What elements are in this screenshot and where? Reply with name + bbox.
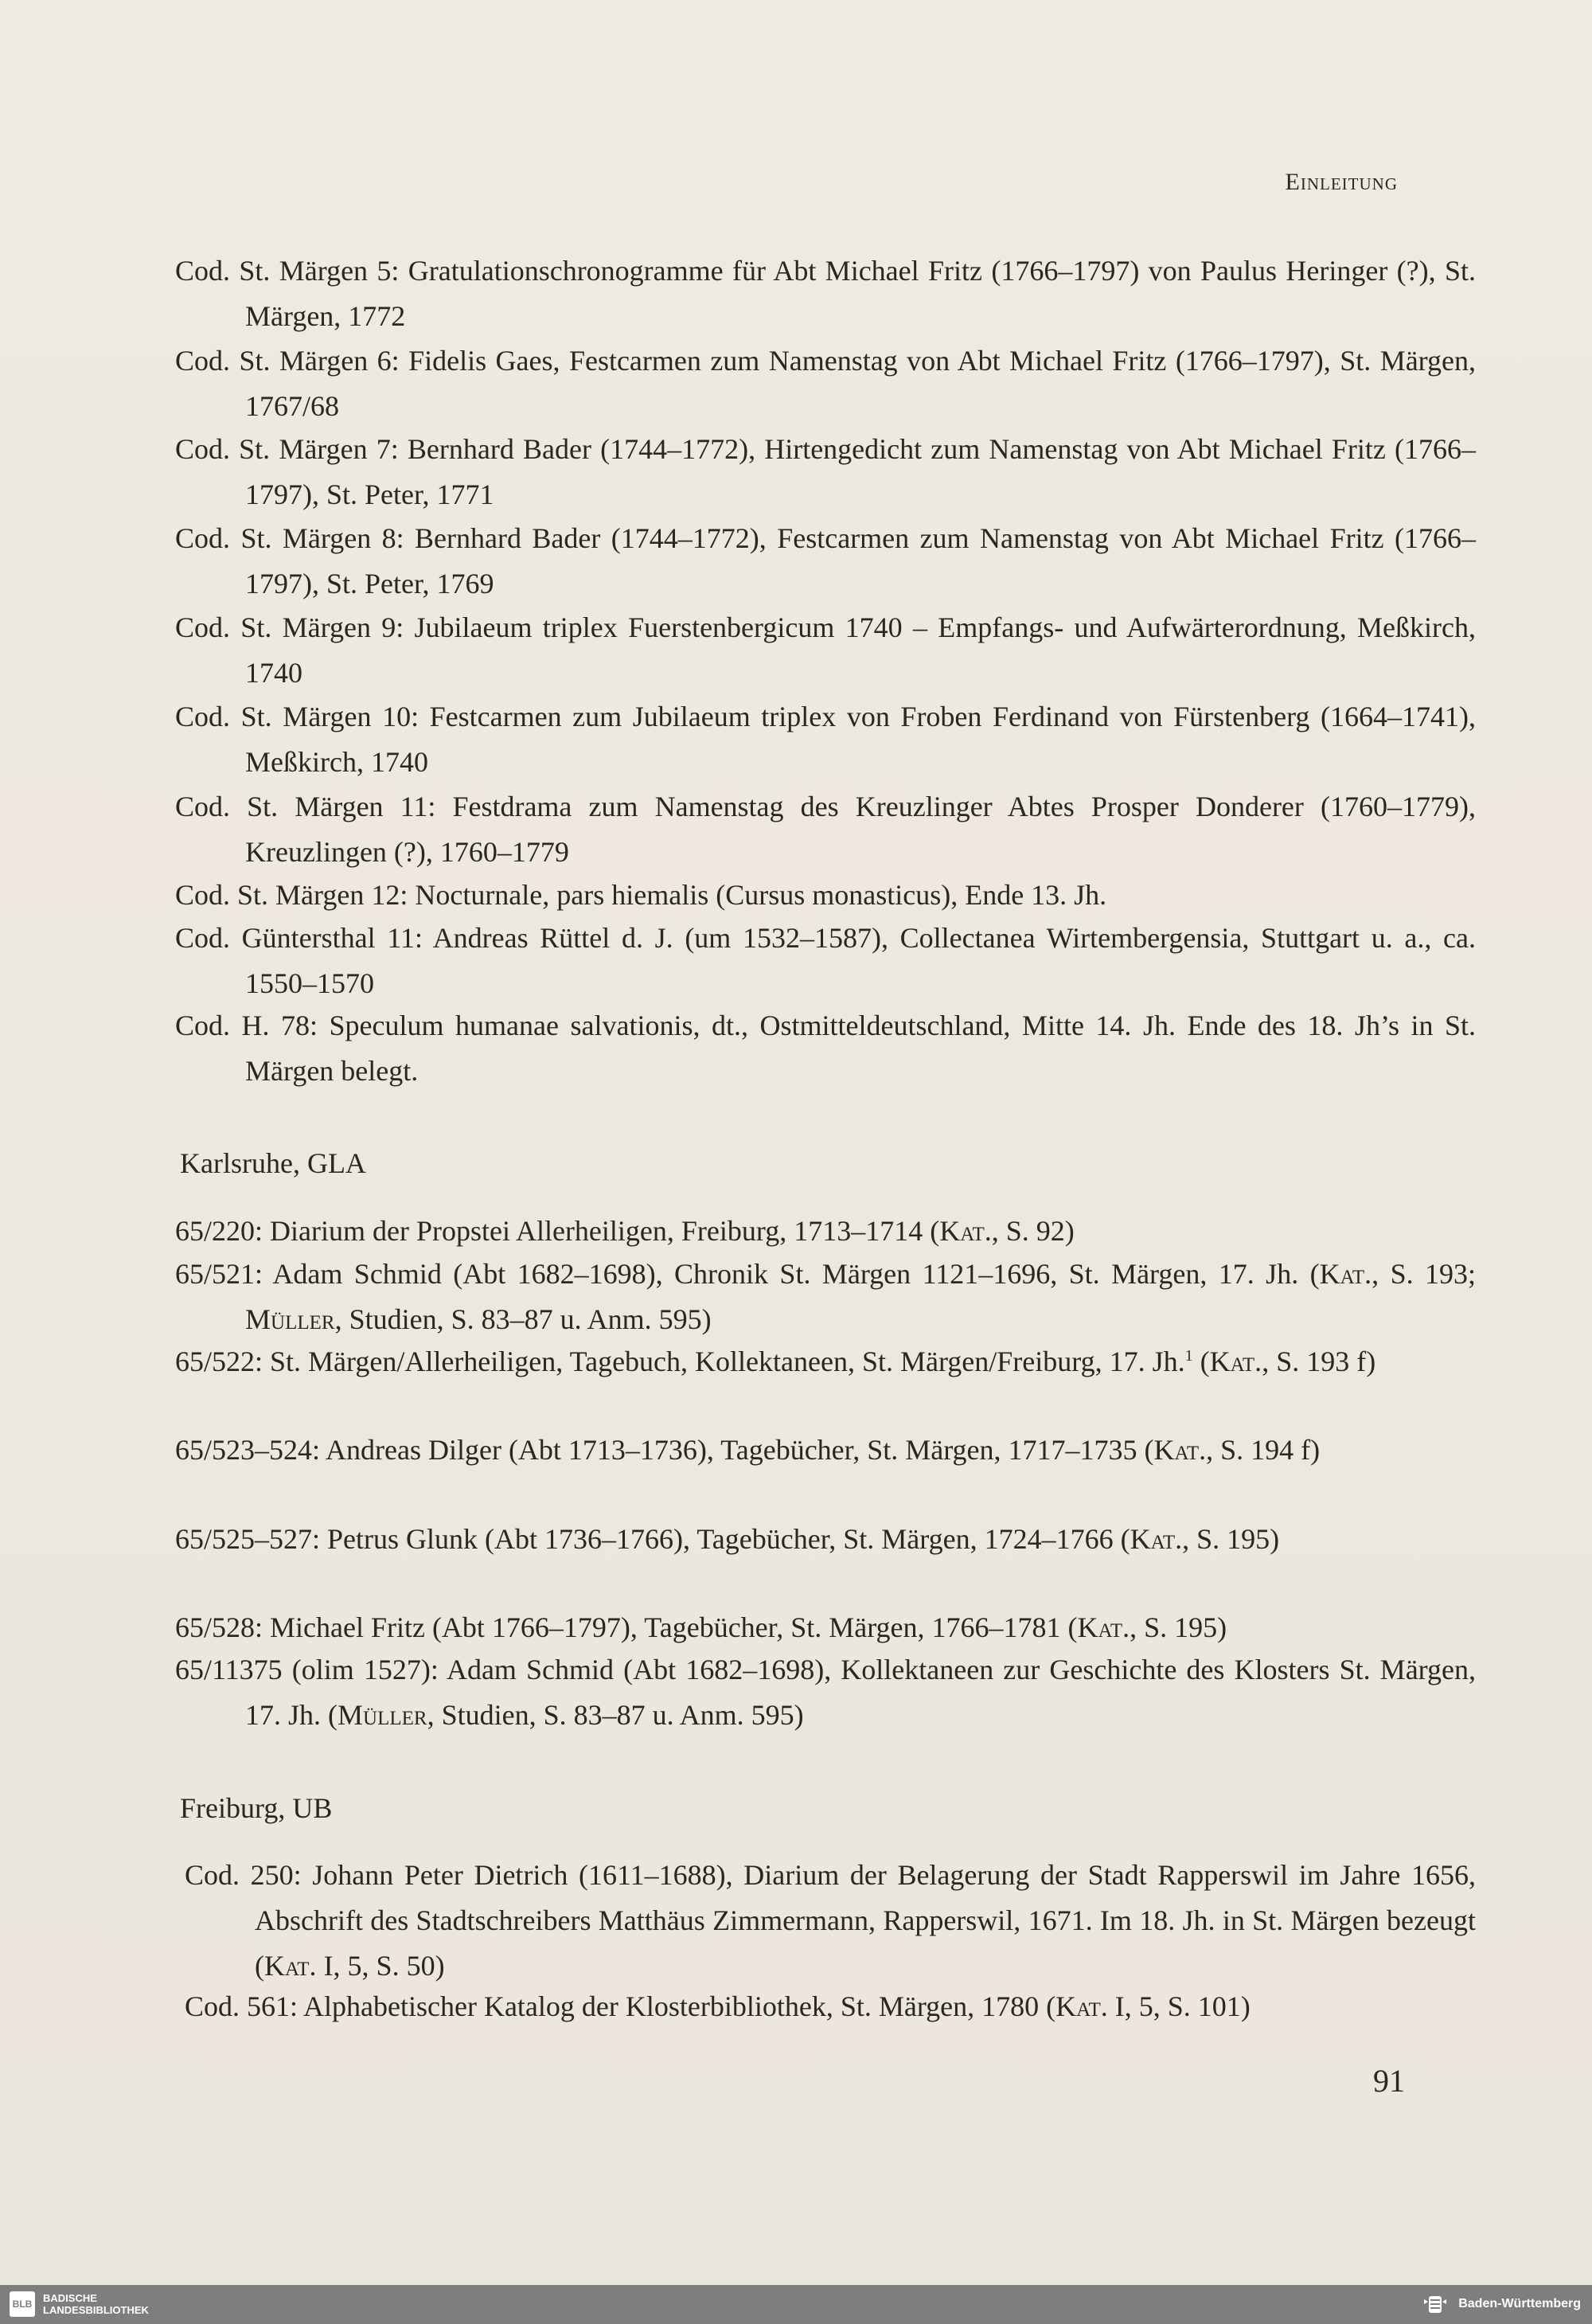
list-item: Cod. 250: Johann Peter Dietrich (1611–1688), Diarium der Belagerung der Stadt Rapperswil im Jahre 1656, Abschrift des Stadtschreibers Matthäus Zimmermann, Rapperswil, 1671. Im 18. Jh. in St. Märgen bezeugt (Kat. I, 5, S. 50) <box>185 1859 1476 1982</box>
list-item: Cod. St. Märgen 11: Festdrama zum Namenstag des Kreuzlinger Abtes Prosper Donderer (1760–1779), Kreuzlingen (?), 1760–1779 <box>175 791 1476 868</box>
page-number: 91 <box>1373 2063 1405 2099</box>
list-item: 65/521: Adam Schmid (Abt 1682–1698), Chronik St. Märgen 1121–1696, St. Märgen, 17. Jh. (Kat., S. 193; Müller, Studien, S. 83–87 u. Anm. 595) <box>175 1258 1476 1335</box>
section-heading-karlsruhe: Karlsruhe, GLA <box>180 1147 366 1179</box>
section-heading-freiburg: Freiburg, UB <box>180 1792 333 1824</box>
list-item: Cod. St. Märgen 8: Bernhard Bader (1744–1772), Festcarmen zum Namenstag von Abt Michael Fritz (1766–1797), St. Peter, 1769 <box>175 522 1476 600</box>
list-item: Cod. St. Märgen 6: Fidelis Gaes, Festcarmen zum Namenstag von Abt Michael Fritz (1766–1797), St. Märgen, 1767/68 <box>175 345 1476 422</box>
coat-of-arms-icon <box>1423 2295 1447 2314</box>
bw-name: Baden-Württemberg <box>1458 2297 1581 2310</box>
list-item: Cod. Güntersthal 11: Andreas Rüttel d. J. (um 1532–1587), Collectanea Wirtembergensia, Stuttgart u. a., ca. 1550–1570 <box>175 922 1476 999</box>
list-item: Cod. H. 78: Speculum humanae salvationis, dt., Ostmitteldeutschland, Mitte 14. Jh. Ende des 18. Jh’s in St. Märgen belegt. <box>175 1010 1476 1087</box>
list-item: Cod. 561: Alphabetischer Katalog der Klosterbibliothek, St. Märgen, 1780 (Kat. I, 5, S. 101) <box>185 1990 1251 2022</box>
viewer-footer-bar <box>0 2285 1592 2324</box>
blb-name: BADISCHE LANDESBIBLIOTHEK <box>43 2292 149 2316</box>
list-item: Cod. St. Märgen 9: Jubilaeum triplex Fuerstenbergicum 1740 – Empfangs- und Aufwärterordnung, Meßkirch, 1740 <box>175 611 1476 689</box>
list-item: 65/525–527: Petrus Glunk (Abt 1736–1766), Tagebücher, St. Märgen, 1724–1766 (Kat., S. 195) <box>175 1523 1280 1555</box>
list-item: Cod. St. Märgen 10: Festcarmen zum Jubilaeum triplex von Froben Ferdinand von Fürstenberg (1664–1741), Meßkirch, 1740 <box>175 701 1476 778</box>
running-head: Einleitung <box>1285 169 1398 195</box>
list-item: 65/522: St. Märgen/Allerheiligen, Tagebuch, Kollektaneen, St. Märgen/Freiburg, 17. Jh.$^1$ (Kat., S. 193 f) <box>175 1346 1376 1377</box>
list-item: 65/528: Michael Fritz (Abt 1766–1797), Tagebücher, St. Märgen, 1766–1781 (Kat., S. 195) <box>175 1611 1227 1643</box>
list-item: 65/220: Diarium der Propstei Allerheiligen, Freiburg, 1713–1714 (Kat., S. 92) <box>175 1215 1075 1247</box>
blb-logo-icon: BLB <box>10 2291 35 2317</box>
list-item: 65/523–524: Andreas Dilger (Abt 1713–1736), Tagebücher, St. Märgen, 1717–1735 (Kat., S. 194 f) <box>175 1434 1321 1466</box>
list-item: 65/11375 (olim 1527): Adam Schmid (Abt 1682–1698), Kollektaneen zur Geschichte des Klosters St. Märgen, 17. Jh. (Müller, Studien, S. 83–87 u. Anm. 595) <box>175 1654 1476 1731</box>
list-item: Cod. St. Märgen 12: Nocturnale, pars hiemalis (Cursus monasticus), Ende 13. Jh. <box>175 879 1107 911</box>
list-item: Cod. St. Märgen 5: Gratulationschronogramme für Abt Michael Fritz (1766–1797) von Paulus Heringer (?), St. Märgen, 1772 <box>175 255 1476 332</box>
list-item: Cod. St. Märgen 7: Bernhard Bader (1744–1772), Hirtengedicht zum Namenstag von Abt Michael Fritz (1766–1797), St. Peter, 1771 <box>175 433 1476 510</box>
